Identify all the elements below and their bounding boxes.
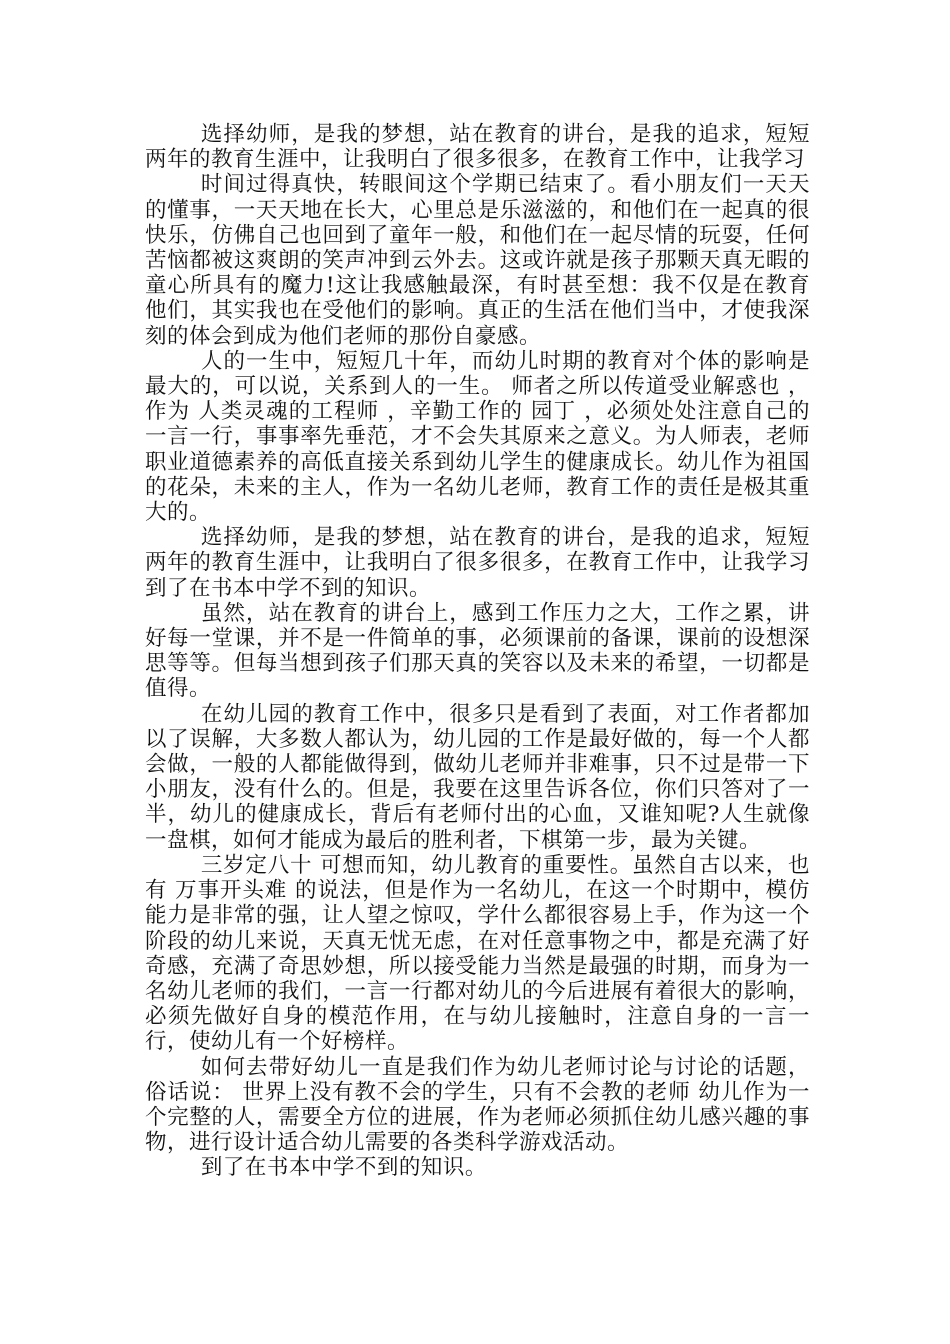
- paragraph: 选择幼师，是我的梦想，站在教育的讲台，是我的追求，短短两年的教育生涯中，让我明白了很多很多，在教育工作中，让我学习到了在书本中学不到的知识。: [145, 525, 810, 601]
- paragraph: 时间过得真快，转眼间这个学期已结束了。看小朋友们一天天的懂事，一天天地在长大，心里总是乐滋滋的，和他们在一起真的很快乐，仿佛自己也回到了童年一般，和他们在一起尽情的玩耍，任何苦恼都被这爽朗的笑声冲到云外去。这或许就是孩子那颗天真无暇的童心所具有的魔力!这让我感触最深，有时甚至想：我不仅是在教育他们，其实我也在受他们的影响。真正的生活在他们当中，才使我深刻的体会到成为他们老师的那份自豪感。: [145, 172, 810, 349]
- paragraph: 到了在书本中学不到的知识。: [200, 1155, 487, 1181]
- document-body: [145, 122, 810, 1181]
- paragraph: 人的一生中，短短几十年，而幼儿时期的教育对个体的影响是最大的，可以说，关系到人的一生。 师者之所以传道受业解惑也 ，作为 人类灵魂的工程师 ，辛勤工作的 园丁 ，必须处处注意自己的一言一行，事事率先垂范，才不会失其原来之意义。为人师表，老师职业道德素养的高低直接关系到幼儿学生的健康成长。幼儿作为祖国的花朵，未来的主人，作为一名幼儿老师，教育工作的责任是极其重大的。: [145, 348, 810, 526]
- paragraph: 虽然，站在教育的讲台上，感到工作压力之大，工作之累，讲好每一堂课，并不是一件简单的事，必须课前的备课，课前的设想深思等等。但每当想到孩子们那天真的笑容以及未来的希望，一切都是值得。: [145, 600, 810, 702]
- paragraph: 选择幼师，是我的梦想，站在教育的讲台，是我的追求，短短两年的教育生涯中，让我明白了很多很多，在教育工作中，让我学习: [145, 122, 810, 173]
- paragraph: 如何去带好幼儿一直是我们作为幼儿老师讨论与讨论的话题，俗话说： 世界上没有教不会的学生，只有不会教的老师 幼儿作为一个完整的人，需要全方位的进展，作为老师必须抓住幼儿感兴趣的事物，进行设计适合幼儿需要的各类科学游戏活动。: [145, 1054, 810, 1156]
- paragraph: 在幼儿园的教育工作中，很多只是看到了表面，对工作者都加以了误解，大多数人都认为，幼儿园的工作是最好做的，每一个人都会做，一般的人都能做得到，做幼儿老师并非难事，只不过是带一下小朋友，没有什么的。但是，我要在这里告诉各位，你们只答对了一半，幼儿的健康成长，背后有老师付出的心血，又谁知呢?人生就像一盘棋，如何才能成为最后的胜利者，下棋第一步，最为关键。: [145, 701, 810, 853]
- paragraph: 三岁定八十 可想而知，幼儿教育的重要性。虽然自古以来，也有 万事开头难 的说法，但是作为一名幼儿，在这一个时期中，模仿能力是非常的强，让人望之惊叹，学什么都很容易上手，作为这一个阶段的幼儿来说，天真无忧无虑，在对任意事物之中，都是充满了好奇感，充满了奇思妙想，所以接受能力当然是最强的时期，而身为一名幼儿老师的我们，一言一行都对幼儿的今后进展有着很大的影响，必须先做好自身的模范作用，在与幼儿接触时，注意自身的一言一行，使幼儿有一个好榜样。: [145, 852, 810, 1055]
